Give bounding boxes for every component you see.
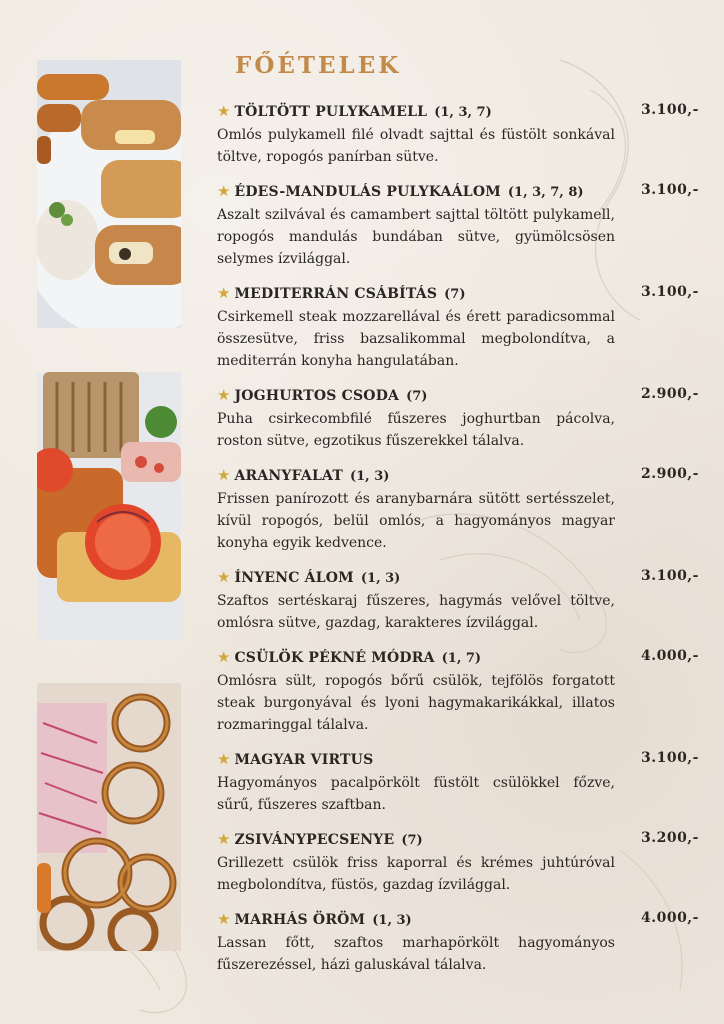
- menu-item: [217, 910, 699, 976]
- dish-price: 3.200,-: [640, 830, 699, 846]
- dish-name: MEDITERRÁN CSÁBÍTÁS: [234, 286, 438, 302]
- allergen-codes: (7): [444, 287, 466, 302]
- menu-item: [217, 284, 699, 372]
- food-photo-onion-rings: [37, 683, 181, 951]
- dish-description: Frissen panírozott és aranybarnára sütött sertésszelet, kívül ropogós, belül omlós, a hagyományos magyar konyha egyik kedvence.: [217, 491, 615, 551]
- page-title: FŐÉTELEK: [235, 52, 402, 79]
- dish-price: 3.100,-: [640, 284, 699, 300]
- allergen-codes: (1, 3): [349, 469, 390, 484]
- dish-name: ÉDES-MANDULÁS PULYKAÁLOM: [234, 184, 501, 200]
- menu-item: [217, 102, 699, 168]
- menu-item: [217, 466, 699, 554]
- dish-description: Omlós pulykamell filé olvadt sajttal és füstölt sonkával töltve, ropogós panírban sütve.: [217, 127, 615, 165]
- dish-price: 2.900,-: [640, 386, 699, 402]
- allergen-codes: (7): [401, 833, 423, 848]
- dish-price: 3.100,-: [640, 568, 699, 584]
- allergen-codes: (7): [406, 389, 428, 404]
- dish-name: CSÜLÖK PÉKNÉ MÓDRA: [234, 650, 435, 666]
- star-icon: ★: [217, 102, 231, 120]
- dish-description: Lassan főtt, szaftos marhapörkölt hagyományos fűszerezéssel, házi galuskával tálalva.: [217, 935, 615, 973]
- menu-item: [217, 648, 699, 736]
- menu-item: [217, 182, 699, 270]
- star-icon: ★: [217, 466, 231, 484]
- star-icon: ★: [217, 284, 231, 302]
- star-icon: ★: [217, 910, 231, 928]
- dish-price: 3.100,-: [640, 750, 699, 766]
- food-photo-stuffed-turkey: [37, 60, 181, 328]
- dish-name: MARHÁS ÖRÖM: [234, 912, 366, 928]
- menu-item: [217, 830, 699, 896]
- star-icon: ★: [217, 830, 231, 848]
- dish-name: JOGHURTOS CSODA: [234, 388, 400, 404]
- allergen-codes: (1, 3, 7, 8): [507, 185, 584, 200]
- star-icon: ★: [217, 386, 231, 404]
- dish-price: 2.900,-: [640, 466, 699, 482]
- star-icon: ★: [217, 182, 231, 200]
- dish-price: 4.000,-: [640, 648, 699, 664]
- dish-description: Szaftos sertéskaraj fűszeres, hagymás velővel töltve, omlósra sütve, gazdag, karakteres ízvilággal.: [217, 593, 615, 631]
- dish-name: ZSIVÁNYPECSENYE: [234, 832, 395, 848]
- dish-name: ARANYFALAT: [234, 468, 343, 484]
- food-photo-tomato-chicken: [37, 372, 181, 640]
- dish-description: Hagyományos pacalpörkölt füstölt csülökkel főzve, sűrű, fűszeres szaftban.: [217, 775, 615, 813]
- dish-description: Grillezett csülök friss kaporral és krémes juhtúróval megbolondítva, füstös, gazdag ízvilággal.: [217, 855, 615, 893]
- menu-item: [217, 568, 699, 634]
- dish-name: MAGYAR VIRTUS: [234, 752, 374, 768]
- dish-name: ÍNYENC ÁLOM: [234, 570, 354, 586]
- menu-item: [217, 386, 699, 452]
- dish-price: 3.100,-: [640, 102, 699, 118]
- star-icon: ★: [217, 750, 231, 768]
- menu-item: [217, 750, 699, 816]
- allergen-codes: (1, 3, 7): [434, 105, 492, 120]
- dish-description: Omlósra sült, ropogós bőrű csülök, tejfölös forgatott steak burgonyával és lyoni hagymakarikákkal, illatos rozmaringgal tálalva.: [217, 673, 615, 733]
- dish-description: Puha csirkecombfilé fűszeres joghurtban pácolva, roston sütve, egzotikus fűszerekkel tálalva.: [217, 411, 615, 449]
- dish-name: TÖLTÖTT PULYKAMELL: [234, 104, 428, 120]
- dish-price: 4.000,-: [640, 910, 699, 926]
- dish-price: 3.100,-: [640, 182, 699, 198]
- allergen-codes: (1, 7): [441, 651, 482, 666]
- menu-list: [217, 102, 699, 990]
- star-icon: ★: [217, 648, 231, 666]
- star-icon: ★: [217, 568, 231, 586]
- allergen-codes: (1, 3): [372, 913, 412, 928]
- dish-description: Csirkemell steak mozzarellával és érett paradicsommal összesütve, friss bazsalikommal megbolondítva, a mediterrán konyha hangulatában.: [217, 309, 615, 369]
- dish-description: Aszalt szilvával és camambert sajttal töltött pulykamell, ropogós mandulás bundában sütve, gyümölcsösen selymes ízvilággal.: [217, 207, 615, 267]
- allergen-codes: (1, 3): [360, 571, 401, 586]
